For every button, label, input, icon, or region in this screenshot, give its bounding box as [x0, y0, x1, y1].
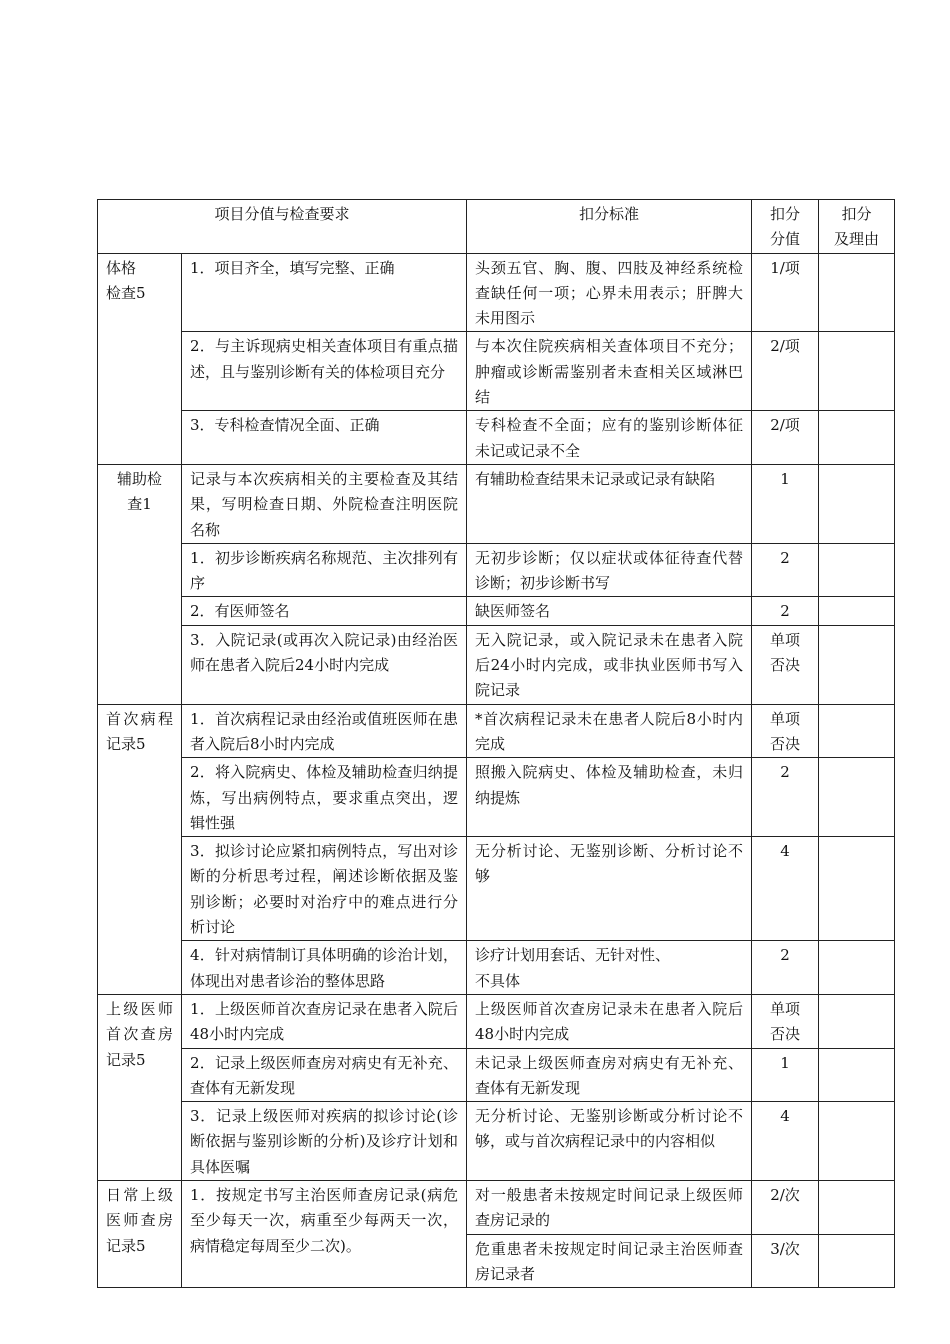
- reason-cell[interactable]: [819, 994, 895, 1048]
- points-cell: 1: [752, 464, 819, 543]
- points-cell: 2/项: [752, 332, 819, 411]
- requirement-cell: 2．有医师签名: [182, 597, 467, 625]
- standard-cell: 与本次住院疾病相关查体项目不充分；肿瘤或诊断需鉴别者未查相关区域淋巴结: [467, 332, 752, 411]
- requirement-cell: 3．拟诊讨论应紧扣病例特点，写出对诊断的分析思考过程，阐述诊断依据及鉴别诊断；必要时对治疗中的难点进行分析讨论: [182, 837, 467, 941]
- requirement-cell: 2．与主诉现病史相关查体项目有重点描述，且与鉴别诊断有关的体检项目充分: [182, 332, 467, 411]
- reason-cell[interactable]: [819, 597, 895, 625]
- standard-cell: 危重患者未按规定时间记录主治医师查房记录者: [467, 1234, 752, 1288]
- standard-cell: 上级医师首次查房记录未在患者入院后48小时内完成: [467, 994, 752, 1048]
- table-row: [98, 1102, 895, 1181]
- reason-cell[interactable]: [819, 543, 895, 597]
- standard-cell: 照搬入院病史、体检及辅助检查，未归纳提炼: [467, 758, 752, 837]
- standard-cell: 未记录上级医师查房对病史有无补充、查体有无新发现: [467, 1048, 752, 1102]
- points-cell: 单项 否决: [752, 625, 819, 704]
- requirement-cell: 3．入院记录(或再次入院记录)由经治医师在患者入院后24小时内完成: [182, 625, 467, 704]
- standard-cell: 缺医师签名: [467, 597, 752, 625]
- standard-cell: 无入院记录，或入院记录未在患者入院后24小时内完成，或非执业医师书写入院记录: [467, 625, 752, 704]
- table-row: [98, 758, 895, 837]
- category-cell: 体格 检查5: [98, 253, 182, 464]
- category-cell: 首次病程记录5: [98, 704, 182, 994]
- reason-cell[interactable]: [819, 1048, 895, 1102]
- reason-cell[interactable]: [819, 253, 895, 332]
- requirement-cell: 1．项目齐全，填写完整、正确: [182, 253, 467, 332]
- category-cell: 上级医师首次查房记录5: [98, 994, 182, 1180]
- reason-cell[interactable]: [819, 332, 895, 411]
- points-cell: 2/项: [752, 411, 819, 465]
- points-cell: 2: [752, 597, 819, 625]
- table-row: [98, 704, 895, 758]
- points-cell: 3/次: [752, 1234, 819, 1288]
- scoring-table: [97, 199, 895, 1288]
- standard-cell: *首次病程记录未在患者人院后8小时内完成: [467, 704, 752, 758]
- table-row: [98, 411, 895, 465]
- points-cell: 2/次: [752, 1180, 819, 1234]
- table-row: [98, 464, 895, 543]
- requirement-cell: 1．首次病程记录由经治或值班医师在患者入院后8小时内完成: [182, 704, 467, 758]
- reason-cell[interactable]: [819, 625, 895, 704]
- requirement-cell: 2．记录上级医师查房对病史有无补充、查体有无新发现: [182, 1048, 467, 1102]
- reason-cell[interactable]: [819, 1102, 895, 1181]
- requirement-cell: 4．针对病情制订具体明确的诊治计划，体现出对患者诊治的整体思路: [182, 941, 467, 995]
- reason-cell[interactable]: [819, 704, 895, 758]
- requirement-cell: 1．初步诊断疾病名称规范、主次排列有序: [182, 543, 467, 597]
- table-row: [98, 837, 895, 941]
- table-row: [98, 597, 895, 625]
- standard-cell: 无分析讨论、无鉴别诊断或分析讨论不够，或与首次病程记录中的内容相似: [467, 1102, 752, 1181]
- points-cell: 4: [752, 1102, 819, 1181]
- header-row: [98, 200, 895, 254]
- reason-cell[interactable]: [819, 758, 895, 837]
- standard-cell: 专科检查不全面；应有的鉴别诊断体征未记或记录不全: [467, 411, 752, 465]
- standard-cell: 无分析讨论、无鉴别诊断、分析讨论不够: [467, 837, 752, 941]
- requirement-cell: 3．专科检查情况全面、正确: [182, 411, 467, 465]
- requirement-cell: 1．上级医师首次查房记录在患者入院后48小时内完成: [182, 994, 467, 1048]
- points-cell: 单项 否决: [752, 704, 819, 758]
- reason-cell[interactable]: [819, 1180, 895, 1234]
- category-cell: 辅助检 查1: [98, 464, 182, 704]
- reason-cell[interactable]: [819, 941, 895, 995]
- reason-cell[interactable]: [819, 1234, 895, 1288]
- requirement-cell: 3．记录上级医师对疾病的拟诊讨论(诊断依据与鉴别诊断的分析)及诊疗计划和具体医嘱: [182, 1102, 467, 1181]
- requirement-cell: 2．将入院病史、体检及辅助检查归纳提炼，写出病例特点，要求重点突出，逻辑性强: [182, 758, 467, 837]
- standard-cell: 头颈五官、胸、腹、四肢及神经系统检查缺任何一项；心界未用表示；肝脾大未用图示: [467, 253, 752, 332]
- table-row: [98, 941, 895, 995]
- table-row: [98, 1048, 895, 1102]
- standard-cell: 有辅助检查结果未记录或记录有缺陷: [467, 464, 752, 543]
- table-row: [98, 994, 895, 1048]
- points-cell: 2: [752, 941, 819, 995]
- standard-cell: 无初步诊断；仅以症状或体征待查代替诊断；初步诊断书写: [467, 543, 752, 597]
- requirement-cell: 记录与本次疾病相关的主要检查及其结果，写明检查日期、外院检查注明医院名称: [182, 464, 467, 543]
- standard-cell: 对一般患者未按规定时间记录上级医师查房记录的: [467, 1180, 752, 1234]
- table-row: [98, 1180, 895, 1234]
- standard-cell: 诊疗计划用套话、无针对性、 不具体: [467, 941, 752, 995]
- header-standard: 扣分标准: [467, 200, 752, 254]
- table-row: [98, 625, 895, 704]
- table-row: [98, 543, 895, 597]
- requirement-cell: 1．按规定书写主治医师查房记录(病危至少每天一次，病重至少每两天一次，病情稳定每周至少二次)。: [182, 1180, 467, 1287]
- reason-cell[interactable]: [819, 837, 895, 941]
- points-cell: 2: [752, 543, 819, 597]
- reason-cell[interactable]: [819, 411, 895, 465]
- reason-cell[interactable]: [819, 464, 895, 543]
- header-reason: 扣分 及理由: [819, 200, 895, 254]
- header-points: 扣分 分值: [752, 200, 819, 254]
- header-item: 项目分值与检查要求: [98, 200, 467, 254]
- table-row: [98, 332, 895, 411]
- points-cell: 4: [752, 837, 819, 941]
- table-row: [98, 253, 895, 332]
- points-cell: 2: [752, 758, 819, 837]
- category-cell: 日常上级医师查房记录5: [98, 1180, 182, 1287]
- points-cell: 1/项: [752, 253, 819, 332]
- points-cell: 1: [752, 1048, 819, 1102]
- points-cell: 单项 否决: [752, 994, 819, 1048]
